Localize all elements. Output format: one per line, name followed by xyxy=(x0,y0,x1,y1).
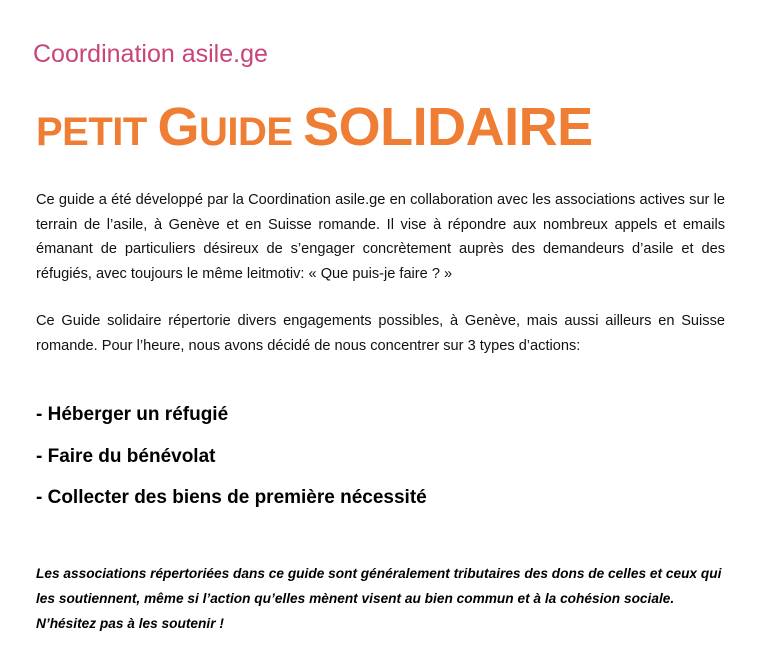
action-item-host-refugee: - Héberger un réfugié xyxy=(36,404,229,425)
title-word-petit: PETIT xyxy=(36,110,158,154)
page-title xyxy=(36,97,593,157)
organization-name: Coordination asile.ge xyxy=(33,40,268,68)
action-item-volunteer: - Faire du bénévolat xyxy=(36,445,216,467)
scope-paragraph: Ce Guide solidaire répertorie divers engagements possibles, à Genève, mais aussi ailleurs en Suisse romande. Pour l’heure, nous avons décidé de nous concentrer sur 3 types d’actions: xyxy=(36,313,725,354)
action-list xyxy=(36,400,427,525)
title-initial-g: G xyxy=(157,97,199,157)
action-item-collect-goods: - Collecter des biens de première nécessité xyxy=(36,487,427,508)
intro-paragraph: Ce guide a été développé par la Coordination asile.ge en collaboration avec les associations actives sur le terrain de l’asile, à Genève et en Suisse romande. Il vise à répondre aux nombreux appels et emails émanant de particuliers désireux de s’engager concrètement auprès des demandeurs d’asile et des réfugiés, avec toujours le même leitmotiv: « Que puis-je faire ? » xyxy=(36,192,725,282)
support-note: Les associations répertoriées dans ce guide sont généralement tributaires des dons de celles et ceux qui les soutiennent, même si l’action qu’elles mènent visent au bien commun et à la cohésion sociale. N’hésitez pas à les soutenir ! xyxy=(36,566,722,631)
title-word-solidaire: SOLIDAIRE xyxy=(303,97,593,157)
title-word-uide: UIDE xyxy=(198,110,304,154)
